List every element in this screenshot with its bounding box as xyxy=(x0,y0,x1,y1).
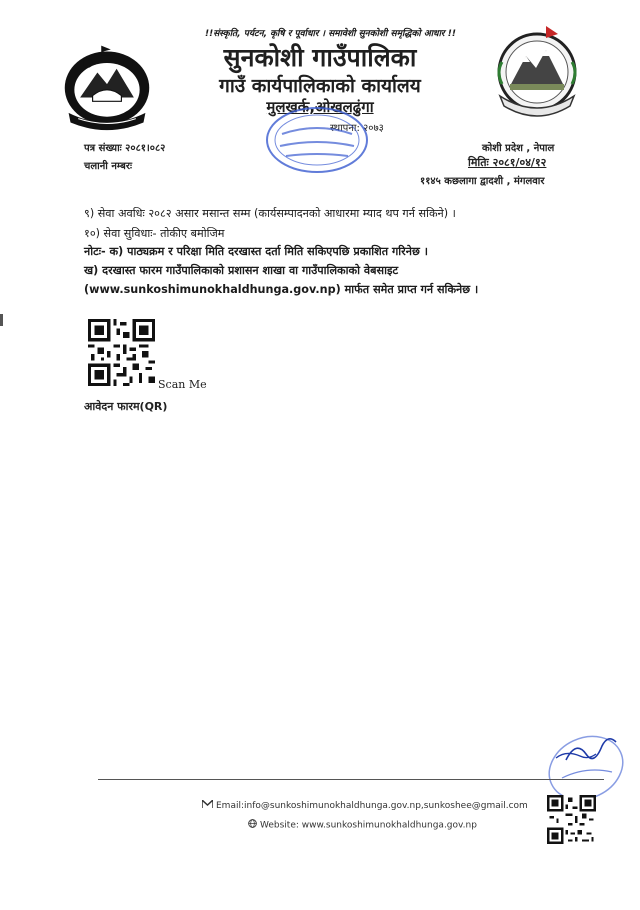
letter-date: मितिः २०८१/०४/१२ xyxy=(468,156,547,169)
office-subtitle: गाउँ कार्यपालिकाको कार्यालय xyxy=(219,75,421,97)
footer-website-text[interactable]: Website: www.sunkoshimunokhaldhunga.gov.np xyxy=(260,820,477,831)
signature-stamp-icon xyxy=(536,720,628,800)
municipality-logo-icon xyxy=(492,22,582,120)
scan-me-label: Scan Me xyxy=(158,378,207,391)
header-tagline: !!संस्कृति, पर्यटन, कृषि र पूर्वाधार । समावेशी सुनकोशी समृद्धिको आधार !! xyxy=(205,29,456,39)
service-benefit-line: १०) सेवा सुविधाः- तोकीए बमोजिम xyxy=(84,227,225,240)
office-name: सुनकोशी गाउँपालिका xyxy=(223,43,417,72)
footer-divider xyxy=(98,779,604,780)
service-duration-line: ९) सेवा अवधिः २०८२ असार मसान्त सम्म (कार्यसम्पादनको आधारमा म्याद थप गर्न सकिने) । xyxy=(84,207,456,220)
note-website-line: (www.sunkoshimunokhaldhunga.gov.np) मार्फत समेत प्राप्त गर्न सकिनेछ । xyxy=(84,283,479,296)
globe-icon xyxy=(248,819,257,831)
footer-website xyxy=(248,819,477,831)
footer-qr-code-icon[interactable] xyxy=(547,795,596,844)
province-label: कोशी प्रदेश , नेपाल xyxy=(482,143,555,154)
established-note: स्थापना: २०७३ xyxy=(330,123,384,134)
dispatch-number: चलानी नम्बरः xyxy=(84,161,132,172)
office-address: मुलखर्क,ओखलढुंगा xyxy=(266,98,374,116)
letter-number: पत्र संख्याः २०८१।०८२ xyxy=(84,143,166,154)
calendar-note: ११४५ कछलागा द्वादशी , मंगलवार xyxy=(420,176,545,187)
footer-email xyxy=(202,800,528,811)
note-application-line: ख) दरखास्त फारम गाउँपालिकाको प्रशासन शाखा वा गाउँपालिकाको वेबसाइट xyxy=(84,264,399,277)
qr-code-icon[interactable] xyxy=(88,319,155,386)
mail-icon xyxy=(202,800,213,811)
office-stamp-icon xyxy=(262,104,372,176)
application-form-qr-label: आवेदन फारम(QR) xyxy=(84,400,168,413)
footer-email-text[interactable]: Email:info@sunkoshimunokhaldhunga.gov.np,sunkoshee@gmail.com xyxy=(216,801,528,811)
note-syllabus-line: नोटः- क) पाठ्यक्रम र परिक्षा मिति दरखास्त दर्ता मिति सकिएपछि प्रकाशित गरिनेछ । xyxy=(84,245,428,258)
scan-edge-mark xyxy=(0,314,3,326)
